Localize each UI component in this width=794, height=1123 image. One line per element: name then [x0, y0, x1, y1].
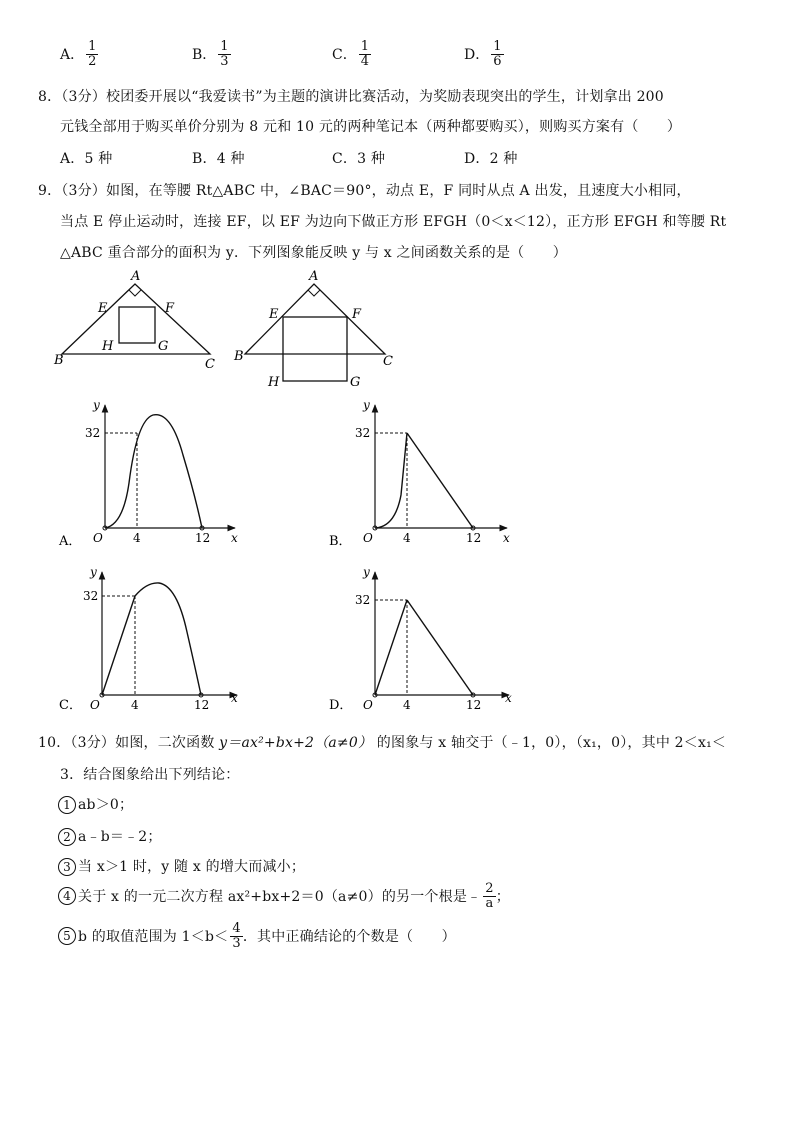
segment-up — [375, 600, 407, 695]
circled-number: 4 — [58, 887, 76, 905]
y-tick-32: 32 — [85, 426, 101, 440]
label-b: B — [54, 353, 64, 368]
x-tick-4: 4 — [133, 531, 141, 545]
segment — [102, 596, 135, 695]
circled-number: 5 — [58, 927, 76, 945]
q9-line-1: 9．（3分）如图，在等腰 Rt△ABC 中，∠BAC＝90°，动点 E，F 同时从点 A 出发，且速度大小相同， — [38, 183, 691, 199]
q10-conclusion-2: 2 a﹣b＝﹣2； — [58, 826, 162, 846]
x-tick-12: 12 — [194, 698, 210, 712]
x-tick-12: 12 — [466, 698, 482, 712]
x-label: x — [231, 531, 238, 545]
y-label: y — [90, 565, 97, 579]
q8-option-b[interactable]: B．4 种 — [192, 151, 245, 167]
q10-conclusion-5: 5 b 的取值范围为 1＜b＜ $\frac{4}{3}$ ．其中正确结论的个数是（ ） — [58, 922, 456, 950]
q10-conclusion-3: 3 当 x＞1 时，y 随 x 的增大而减小； — [58, 856, 305, 876]
label-g: G — [350, 375, 361, 390]
label-a: A — [131, 269, 141, 284]
q7-option-d[interactable]: D． $\frac{1}{6}$ — [464, 39, 502, 69]
option-label: D． — [329, 698, 353, 713]
y-label: y — [93, 398, 100, 412]
circled-number: 2 — [58, 828, 76, 846]
q7-option-b[interactable]: B． $\frac{1}{3}$ — [192, 39, 229, 69]
origin-label: O — [90, 698, 100, 712]
q9-line-2: 当点 E 停止运动时，连接 EF，以 EF 为边向下做正方形 EFGH（0＜x＜12），正方形 EFGH 和等腰 Rt — [60, 214, 727, 230]
option-label: B． — [329, 534, 352, 549]
q9-graph-c — [55, 562, 255, 717]
x-label: x — [503, 531, 510, 545]
q9-figure-2 — [230, 268, 400, 393]
circled-number: 1 — [58, 796, 76, 814]
curve — [375, 433, 407, 528]
x-label: x — [231, 691, 238, 705]
q9-graph-a — [55, 395, 255, 550]
q10-conclusion-4: 4 关于 x 的一元二次方程 ax²+bx+2＝0（a≠0）的另一个根是﹣ $\frac{2}{a}$ ； — [58, 882, 510, 910]
origin-label: O — [363, 531, 373, 545]
q8-line-1: 8．（3分）校团委开展以“我爱读书”为主题的演讲比赛活动，为奖励表现突出的学生，计划拿出 200 — [38, 89, 664, 105]
y-tick-32: 32 — [355, 593, 371, 607]
q7-option-a[interactable]: A． $\frac{1}{2}$ — [60, 39, 97, 69]
q10-line-1: 10．（3分）如图，二次函数 y＝ax²+bx+2（a≠0） 的图象与 x 轴交于（﹣1，0），（x₁，0），其中 2＜x₁＜ — [38, 735, 727, 751]
origin-label: O — [363, 698, 373, 712]
label-e: E — [98, 301, 108, 316]
q8-option-c[interactable]: C．3 种 — [332, 151, 386, 167]
x-tick-4: 4 — [131, 698, 139, 712]
q8-option-a[interactable]: A．5 种 — [60, 151, 113, 167]
x-tick-4: 4 — [403, 698, 411, 712]
right-angle-mark — [308, 290, 320, 296]
x-label: x — [505, 691, 512, 705]
origin-label: O — [93, 531, 103, 545]
segment — [407, 433, 473, 528]
label-e: E — [269, 307, 279, 322]
q8-option-d[interactable]: D．2 种 — [464, 151, 518, 167]
curve — [105, 415, 202, 528]
q8-line-2: 元钱全部用于购买单价分别为 8 元和 10 元的两种笔记本（两种都要购买），则购买方案有（ ） — [60, 119, 682, 135]
option-label: C． — [59, 698, 82, 713]
label-h: H — [268, 375, 280, 390]
q9-graph-d — [325, 562, 525, 717]
y-label: y — [363, 565, 370, 579]
fraction-4-over-3: $\frac{4}{3}$ — [232, 921, 241, 951]
label-a: A — [309, 269, 319, 284]
option-label: A． — [59, 534, 82, 549]
label-g: G — [158, 339, 169, 354]
y-tick-32: 32 — [83, 589, 99, 603]
y-tick-32: 32 — [355, 426, 371, 440]
q9-line-3: △ABC 重合部分的面积为 y．下列图象能反映 y 与 x 之间函数关系的是（ ） — [60, 245, 567, 261]
q9-graph-b — [325, 395, 525, 550]
label-h: H — [102, 339, 114, 354]
x-tick-4: 4 — [403, 531, 411, 545]
fraction-2-over-a: $\frac{2}{a}$ — [485, 881, 494, 911]
q10-conclusion-1: 1 ab＞0； — [58, 794, 133, 814]
y-label: y — [363, 398, 370, 412]
label-c: C — [205, 357, 215, 372]
q9-figure-1 — [50, 268, 230, 373]
curve — [135, 583, 201, 695]
circled-number: 3 — [58, 858, 76, 876]
right-angle-mark — [129, 290, 141, 296]
x-tick-12: 12 — [195, 531, 211, 545]
q7-option-c[interactable]: C． $\frac{1}{4}$ — [332, 39, 369, 69]
square-efgh — [283, 317, 347, 381]
square-efgh — [119, 307, 155, 343]
label-b: B — [234, 349, 244, 364]
label-f: F — [165, 301, 175, 316]
label-f: F — [352, 307, 362, 322]
q10-line-2: 3．结合图象给出下列结论： — [60, 767, 240, 783]
segment-down — [407, 600, 473, 695]
label-c: C — [383, 354, 393, 369]
x-tick-12: 12 — [466, 531, 482, 545]
